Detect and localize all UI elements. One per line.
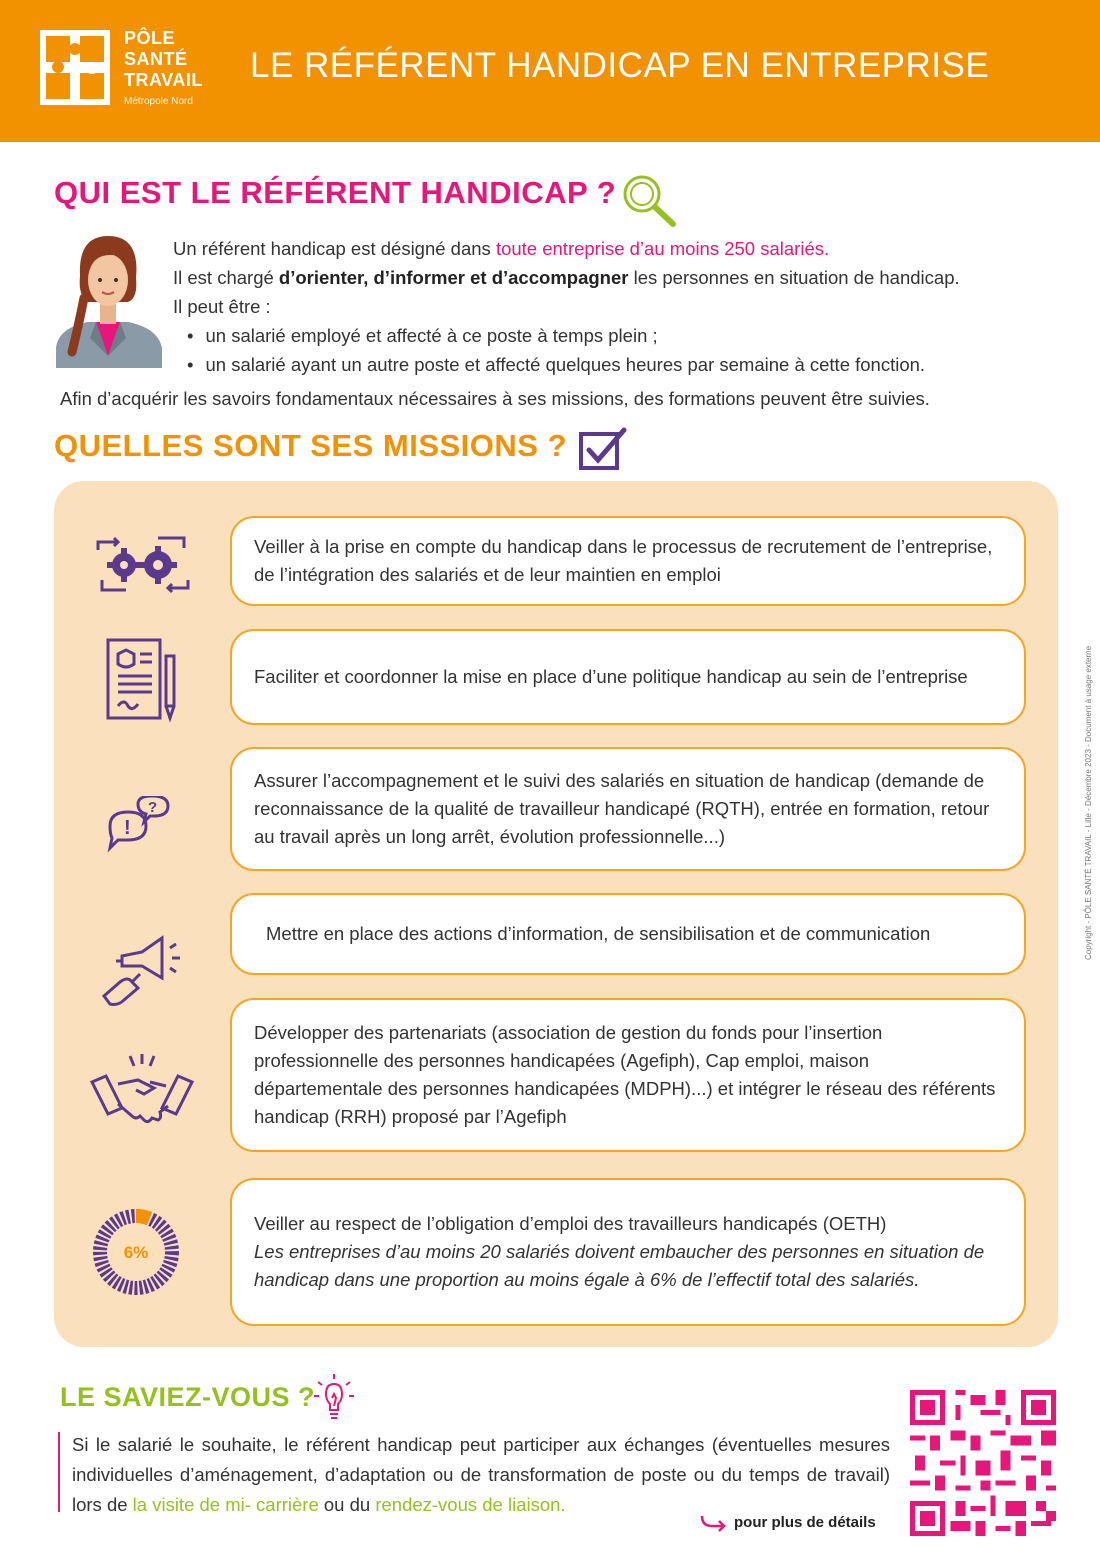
- qr-code[interactable]: [910, 1390, 1056, 1536]
- logo-text: PÔLE SANTÉ TRAVAIL: [124, 28, 203, 90]
- more-details-link[interactable]: pour plus de détails: [734, 1514, 876, 1531]
- mission-card-6: Veiller au respect de l’obligation d’emploi des travailleurs handicapés (OETH) Les entreprises d’au moins 20 salariés doivent embaucher des personnes en situation de handicap dans une proportion au moins égale à 6% de l’effectif total des salariés.: [230, 1178, 1026, 1326]
- gears-icon: [88, 520, 198, 610]
- mission-card-5: Développer des partenariats (association de gestion du fonds pour l’insertion professionnelle des personnes handicapées (Agefiph), Cap emploi, maison départementale des personnes handicapées (MDPH)...) et intégrer le réseau des référents handicap (RRH) proposé par l’Agefiph: [230, 998, 1026, 1152]
- did-you-know-bar: [58, 1432, 60, 1512]
- svg-text:?: ?: [148, 799, 158, 816]
- mission-subtext: Les entreprises d’au moins 20 salariés doivent embaucher des personnes en situation de handicap dans une proportion au moins égale à 6% de l’effectif total des salariés.: [254, 1241, 985, 1290]
- arrow-icon: [698, 1512, 728, 1532]
- section-title-missions: QUELLES SONT SES MISSIONS ?: [54, 428, 568, 463]
- checkbox-icon: [578, 426, 628, 472]
- document-pen-icon: [88, 634, 198, 726]
- highlight-250: toute entreprise d’au moins 250 salariés.: [495, 238, 830, 259]
- page-header: [0, 0, 1100, 142]
- page-title: LE RÉFÉRENT HANDICAP EN ENTREPRISE: [250, 46, 990, 85]
- referent-avatar: [48, 228, 168, 368]
- percentage-label: 6%: [123, 1243, 149, 1262]
- list-item: • un salarié ayant un autre poste et affecté quelques heures par semaine à cette fonction.: [187, 350, 960, 379]
- mission-card-4: Mettre en place des actions d’information, de sensibilisation et de communication: [230, 893, 1026, 975]
- percentage-ring-icon: [88, 1200, 198, 1304]
- mission-card-2: Faciliter et coordonner la mise en place d’une politique handicap au sein de l’entreprise: [230, 629, 1026, 725]
- mission-card-1: Veiller à la prise en compte du handicap dans le processus de recrutement de l’entreprise, de l’intégration des salariés et de leur maintien en emploi: [230, 516, 1026, 606]
- speech-bubbles-icon: [88, 796, 198, 886]
- intro-text: Un référent handicap est désigné dans toute entreprise d’au moins 250 salariés. Il est chargé d’orienter, d’informer et d’accompagner les personnes en situation de handicap. Il peut être : • un salarié employé et affecté à ce poste à temps plein ; • un salarié ayant un autre poste et affecté quelques heures par semaine à cette fonction.: [173, 234, 960, 379]
- mission-card-3: Assurer l’accompagnement et le suivi des salariés en situation de handicap (demande de reconnaissance de la qualité de travailleur handicapé (RQTH), entrée en formation, retour au travail après un long arrêt, évolution professionnelle...): [230, 747, 1026, 871]
- svg-text:!: !: [124, 817, 131, 839]
- logo-subtitle: Métropole Nord: [124, 96, 193, 107]
- lightbulb-icon: [312, 1372, 356, 1424]
- section-title-who: QUI EST LE RÉFÉRENT HANDICAP ?: [54, 175, 617, 210]
- handshake-icon: [88, 1054, 198, 1144]
- magnifier-icon: [620, 172, 678, 228]
- training-note: Afin d’acquérir les savoirs fondamentaux nécessaires à ses missions, des formations peuvent être suivies.: [60, 388, 930, 409]
- logo-puzzle-icon: [40, 30, 110, 105]
- did-you-know-text: Si le salarié le souhaite, le référent handicap peut participer aux échanges (éventuelles mesures individuelles d’aménagement, d’adaptation ou de transformation de poste ou du temps de travail) lors de la visite de mi- carrière ou du rendez-vous de liaison.: [72, 1434, 890, 1515]
- list-item: • un salarié employé et affecté à ce poste à temps plein ;: [187, 321, 960, 350]
- link-mid-career-visit[interactable]: la visite de mi- carrière: [132, 1494, 319, 1515]
- megaphone-icon: [88, 926, 198, 1016]
- link-liaison-meeting[interactable]: rendez-vous de liaison.: [375, 1494, 566, 1515]
- side-copyright: Copyright - PÔLE SANTÉ TRAVAIL - Lille - Décembre 2023 - Document à usage externe: [1084, 645, 1093, 960]
- section-title-did-you-know: LE SAVIEZ-VOUS ?: [60, 1382, 316, 1412]
- role-list: [187, 321, 960, 379]
